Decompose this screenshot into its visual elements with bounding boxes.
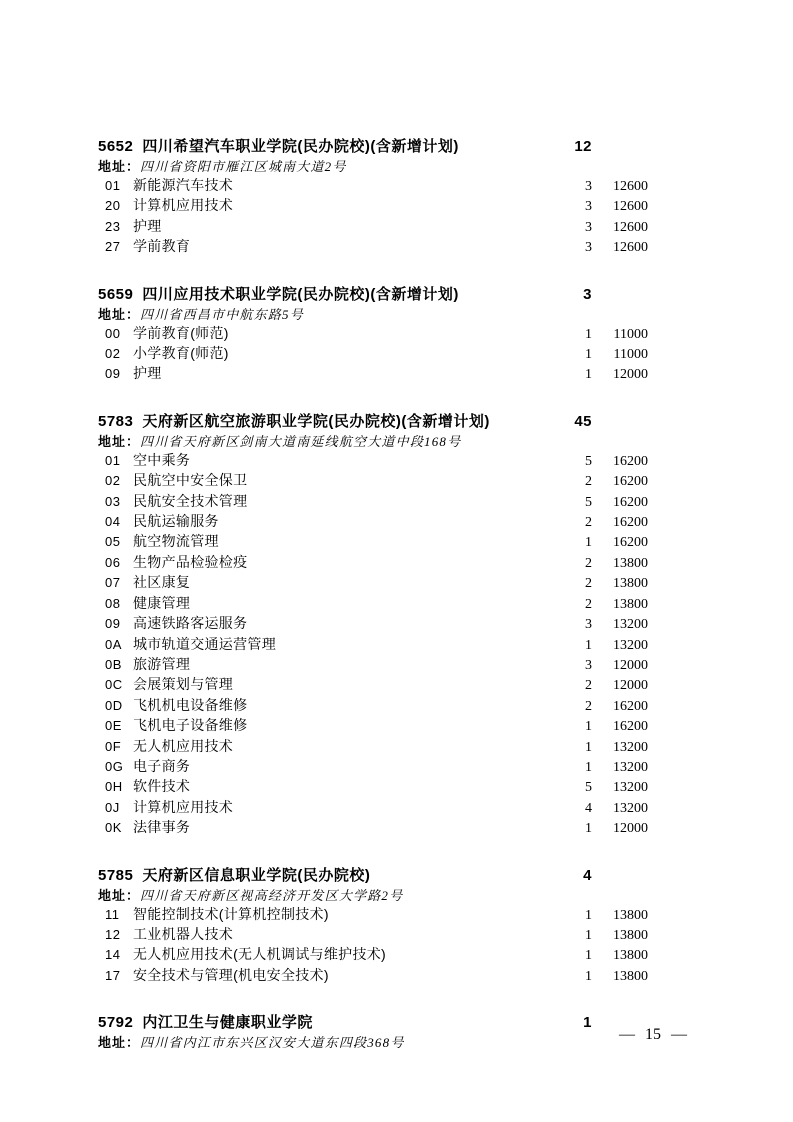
major-plan-count: 1 xyxy=(585,719,592,735)
major-fee: 16200 xyxy=(613,698,648,714)
major-fee: 13200 xyxy=(613,800,648,816)
footer-right-dash: — xyxy=(671,1026,687,1043)
major-row xyxy=(98,471,648,491)
major-fee: 13800 xyxy=(613,948,648,964)
college-code: 5659 xyxy=(98,285,134,303)
major-code: 08 xyxy=(105,595,121,611)
college-total-count: 12 xyxy=(574,138,592,155)
address-text: 四川省西昌市中航东路5号 xyxy=(140,306,304,322)
major-fee: 13800 xyxy=(613,596,648,612)
major-name: 计算机应用技术 xyxy=(133,197,234,214)
college-code: 5792 xyxy=(98,1014,134,1032)
major-row xyxy=(98,324,648,344)
major-plan-count: 2 xyxy=(585,678,592,694)
address-text: 四川省天府新区剑南大道南延线航空大道中段168号 xyxy=(140,433,462,449)
major-name: 城市轨道交通运营管理 xyxy=(133,635,276,652)
major-plan-count: 5 xyxy=(585,453,592,469)
major-name: 飞机机电设备维修 xyxy=(133,696,248,713)
major-fee: 12600 xyxy=(613,219,648,235)
major-fee: 12000 xyxy=(613,821,648,837)
major-row xyxy=(98,532,648,552)
majors-list xyxy=(98,905,648,987)
major-row xyxy=(98,966,648,986)
major-fee: 16200 xyxy=(613,453,648,469)
major-name: 飞机电子设备维修 xyxy=(133,717,248,734)
major-plan-count: 2 xyxy=(585,596,592,612)
major-code: 14 xyxy=(105,947,121,963)
major-fee: 13800 xyxy=(613,907,648,923)
major-code: 00 xyxy=(105,325,121,341)
major-code: 02 xyxy=(105,473,121,489)
college-name: 天府新区航空旅游职业学院(民办院校)(含新增计划) xyxy=(142,412,490,430)
major-fee: 12600 xyxy=(613,179,648,194)
address-text: 四川省天府新区视高经济开发区大学路2号 xyxy=(140,887,404,903)
major-fee: 13200 xyxy=(613,780,648,796)
major-row xyxy=(98,344,648,364)
college-header xyxy=(98,1012,648,1034)
major-name: 民航空中安全保卫 xyxy=(133,472,248,489)
major-name: 生物产品检验检疫 xyxy=(133,553,248,570)
major-name: 会展策划与管理 xyxy=(133,676,234,693)
major-row xyxy=(98,451,648,471)
major-name: 学前教育(师范) xyxy=(133,324,229,341)
major-name: 护理 xyxy=(133,217,162,234)
major-name: 空中乘务 xyxy=(133,451,191,468)
major-row xyxy=(98,945,648,965)
major-fee: 12000 xyxy=(613,367,648,383)
major-row xyxy=(98,696,648,716)
college-address-line xyxy=(98,433,648,451)
college-address-line xyxy=(98,887,648,905)
footer-left-dash: — xyxy=(619,1026,635,1043)
major-fee: 13800 xyxy=(613,927,648,943)
college-block xyxy=(98,136,648,258)
major-fee: 16200 xyxy=(613,474,648,490)
college-list xyxy=(98,136,648,1052)
major-row xyxy=(98,675,648,695)
major-code: 05 xyxy=(105,534,121,550)
college-name: 内江卫生与健康职业学院 xyxy=(142,1014,313,1032)
major-fee: 13200 xyxy=(613,759,648,775)
major-name: 护理 xyxy=(133,365,162,382)
major-code: 12 xyxy=(105,926,121,942)
college-title xyxy=(98,865,552,887)
major-name: 安全技术与管理(机电安全技术) xyxy=(133,966,329,983)
major-fee: 11000 xyxy=(613,347,648,363)
major-row xyxy=(98,655,648,675)
major-name: 民航运输服务 xyxy=(133,513,219,530)
college-header xyxy=(98,411,648,433)
major-code: 06 xyxy=(105,554,121,570)
major-code: 0A xyxy=(105,636,122,652)
major-name: 工业机器人技术 xyxy=(133,925,234,942)
college-name: 四川希望汽车职业学院(民办院校)(含新增计划) xyxy=(142,138,459,155)
major-name: 社区康复 xyxy=(133,574,191,591)
major-code: 20 xyxy=(105,198,121,214)
major-name: 旅游管理 xyxy=(133,655,191,672)
major-plan-count: 1 xyxy=(585,927,592,943)
major-plan-count: 1 xyxy=(585,968,592,984)
major-name: 软件技术 xyxy=(133,778,191,795)
majors-list xyxy=(98,176,648,258)
major-plan-count: 3 xyxy=(585,179,592,194)
page-number: 15 xyxy=(645,1026,661,1043)
major-code: 0J xyxy=(105,799,120,815)
major-row xyxy=(98,364,648,384)
college-total-count: 3 xyxy=(583,285,592,303)
major-fee: 13200 xyxy=(613,637,648,653)
college-title xyxy=(98,411,552,433)
major-fee: 13200 xyxy=(613,739,648,755)
college-header xyxy=(98,284,648,306)
major-code: 23 xyxy=(105,218,121,234)
college-total-count: 4 xyxy=(583,866,592,884)
major-code: 11 xyxy=(105,906,120,922)
major-fee: 12600 xyxy=(613,199,648,215)
major-fee: 12000 xyxy=(613,678,648,694)
college-code: 5783 xyxy=(98,412,134,430)
major-plan-count: 3 xyxy=(585,617,592,633)
address-label: 地址： xyxy=(98,306,141,322)
major-fee: 12600 xyxy=(613,240,648,256)
major-name: 新能源汽车技术 xyxy=(133,177,234,193)
major-row xyxy=(98,492,648,512)
major-code: 03 xyxy=(105,493,121,509)
major-code: 17 xyxy=(105,967,121,983)
address-label: 地址： xyxy=(98,433,141,449)
major-row xyxy=(98,553,648,573)
majors-list xyxy=(98,324,648,385)
major-plan-count: 4 xyxy=(585,800,592,816)
major-code: 27 xyxy=(105,239,121,255)
major-name: 电子商务 xyxy=(133,757,191,774)
major-code: 09 xyxy=(105,616,121,632)
major-row xyxy=(98,757,648,777)
major-name: 民航安全技术管理 xyxy=(133,492,248,509)
major-fee: 16200 xyxy=(613,719,648,735)
major-code: 01 xyxy=(105,452,121,468)
major-name: 法律事务 xyxy=(133,819,191,836)
major-row xyxy=(98,614,648,634)
major-row xyxy=(98,512,648,532)
major-row xyxy=(98,573,648,593)
major-code: 0D xyxy=(105,697,123,713)
address-text: 四川省内江市东兴区汉安大道东四段368号 xyxy=(140,1035,405,1051)
major-row xyxy=(98,594,648,614)
page-footer xyxy=(598,1026,708,1044)
college-code: 5652 xyxy=(98,138,134,155)
address-label: 地址： xyxy=(98,887,141,903)
major-row xyxy=(98,176,648,196)
major-row xyxy=(98,635,648,655)
major-plan-count: 1 xyxy=(585,739,592,755)
major-plan-count: 1 xyxy=(585,347,592,363)
major-name: 学前教育 xyxy=(133,238,191,255)
major-name: 高速铁路客运服务 xyxy=(133,615,248,632)
major-name: 无人机应用技术(无人机调试与维护技术) xyxy=(133,946,387,963)
major-code: 0C xyxy=(105,677,123,693)
major-row xyxy=(98,237,648,257)
major-fee: 13800 xyxy=(613,576,648,592)
college-header xyxy=(98,865,648,887)
major-code: 0H xyxy=(105,779,123,795)
major-name: 航空物流管理 xyxy=(133,533,219,550)
college-name: 天府新区信息职业学院(民办院校) xyxy=(142,866,371,884)
major-plan-count: 2 xyxy=(585,474,592,490)
college-header xyxy=(98,136,648,158)
major-code: 0G xyxy=(105,758,124,774)
major-name: 智能控制技术(计算机控制技术) xyxy=(133,905,329,922)
college-title xyxy=(98,284,552,306)
college-block xyxy=(98,1012,648,1052)
major-code: 04 xyxy=(105,514,121,530)
major-plan-count: 2 xyxy=(585,698,592,714)
major-name: 无人机应用技术 xyxy=(133,737,234,754)
major-name: 计算机应用技术 xyxy=(133,798,234,815)
major-plan-count: 5 xyxy=(585,780,592,796)
major-fee: 16200 xyxy=(613,494,648,510)
major-code: 0E xyxy=(105,718,122,734)
major-fee: 12000 xyxy=(613,657,648,673)
majors-list xyxy=(98,451,648,839)
major-fee: 13800 xyxy=(613,968,648,984)
college-code: 5785 xyxy=(98,866,134,884)
major-row xyxy=(98,818,648,838)
major-plan-count: 1 xyxy=(585,821,592,837)
major-fee: 13200 xyxy=(613,617,648,633)
major-row xyxy=(98,905,648,925)
address-label: 地址： xyxy=(98,159,141,174)
college-address-line xyxy=(98,158,648,176)
major-plan-count: 3 xyxy=(585,199,592,215)
major-row xyxy=(98,196,648,216)
major-code: 02 xyxy=(105,346,121,362)
college-block xyxy=(98,865,648,987)
major-row xyxy=(98,217,648,237)
major-plan-count: 1 xyxy=(585,535,592,551)
major-plan-count: 1 xyxy=(585,326,592,342)
address-label: 地址： xyxy=(98,1035,141,1051)
major-row xyxy=(98,798,648,818)
college-title xyxy=(98,1012,552,1034)
major-fee: 16200 xyxy=(613,515,648,531)
major-plan-count: 2 xyxy=(585,555,592,571)
major-code: 09 xyxy=(105,366,121,382)
college-block xyxy=(98,284,648,385)
major-plan-count: 1 xyxy=(585,907,592,923)
major-plan-count: 2 xyxy=(585,576,592,592)
major-plan-count: 3 xyxy=(585,657,592,673)
major-plan-count: 3 xyxy=(585,240,592,256)
major-plan-count: 1 xyxy=(585,948,592,964)
major-name: 小学教育(师范) xyxy=(133,345,229,362)
major-row xyxy=(98,777,648,797)
major-plan-count: 5 xyxy=(585,494,592,510)
major-row xyxy=(98,716,648,736)
major-name: 健康管理 xyxy=(133,594,191,611)
major-code: 01 xyxy=(105,178,121,193)
major-code: 0K xyxy=(105,820,122,836)
college-title xyxy=(98,136,552,158)
major-fee: 11000 xyxy=(613,326,648,342)
major-row xyxy=(98,737,648,757)
major-code: 07 xyxy=(105,575,121,591)
major-plan-count: 3 xyxy=(585,219,592,235)
major-plan-count: 2 xyxy=(585,515,592,531)
college-name: 四川应用技术职业学院(民办院校)(含新增计划) xyxy=(142,285,459,303)
major-code: 0B xyxy=(105,656,122,672)
address-text: 四川省资阳市雁江区城南大道2号 xyxy=(140,159,347,174)
college-address-line xyxy=(98,1034,648,1052)
major-row xyxy=(98,925,648,945)
major-plan-count: 1 xyxy=(585,637,592,653)
major-plan-count: 1 xyxy=(585,367,592,383)
college-total-count: 45 xyxy=(574,412,592,430)
college-total-count: 1 xyxy=(583,1014,592,1032)
major-fee: 13800 xyxy=(613,555,648,571)
college-address-line xyxy=(98,306,648,324)
major-code: 0F xyxy=(105,738,122,754)
major-plan-count: 1 xyxy=(585,759,592,775)
major-fee: 16200 xyxy=(613,535,648,551)
college-block xyxy=(98,411,648,839)
